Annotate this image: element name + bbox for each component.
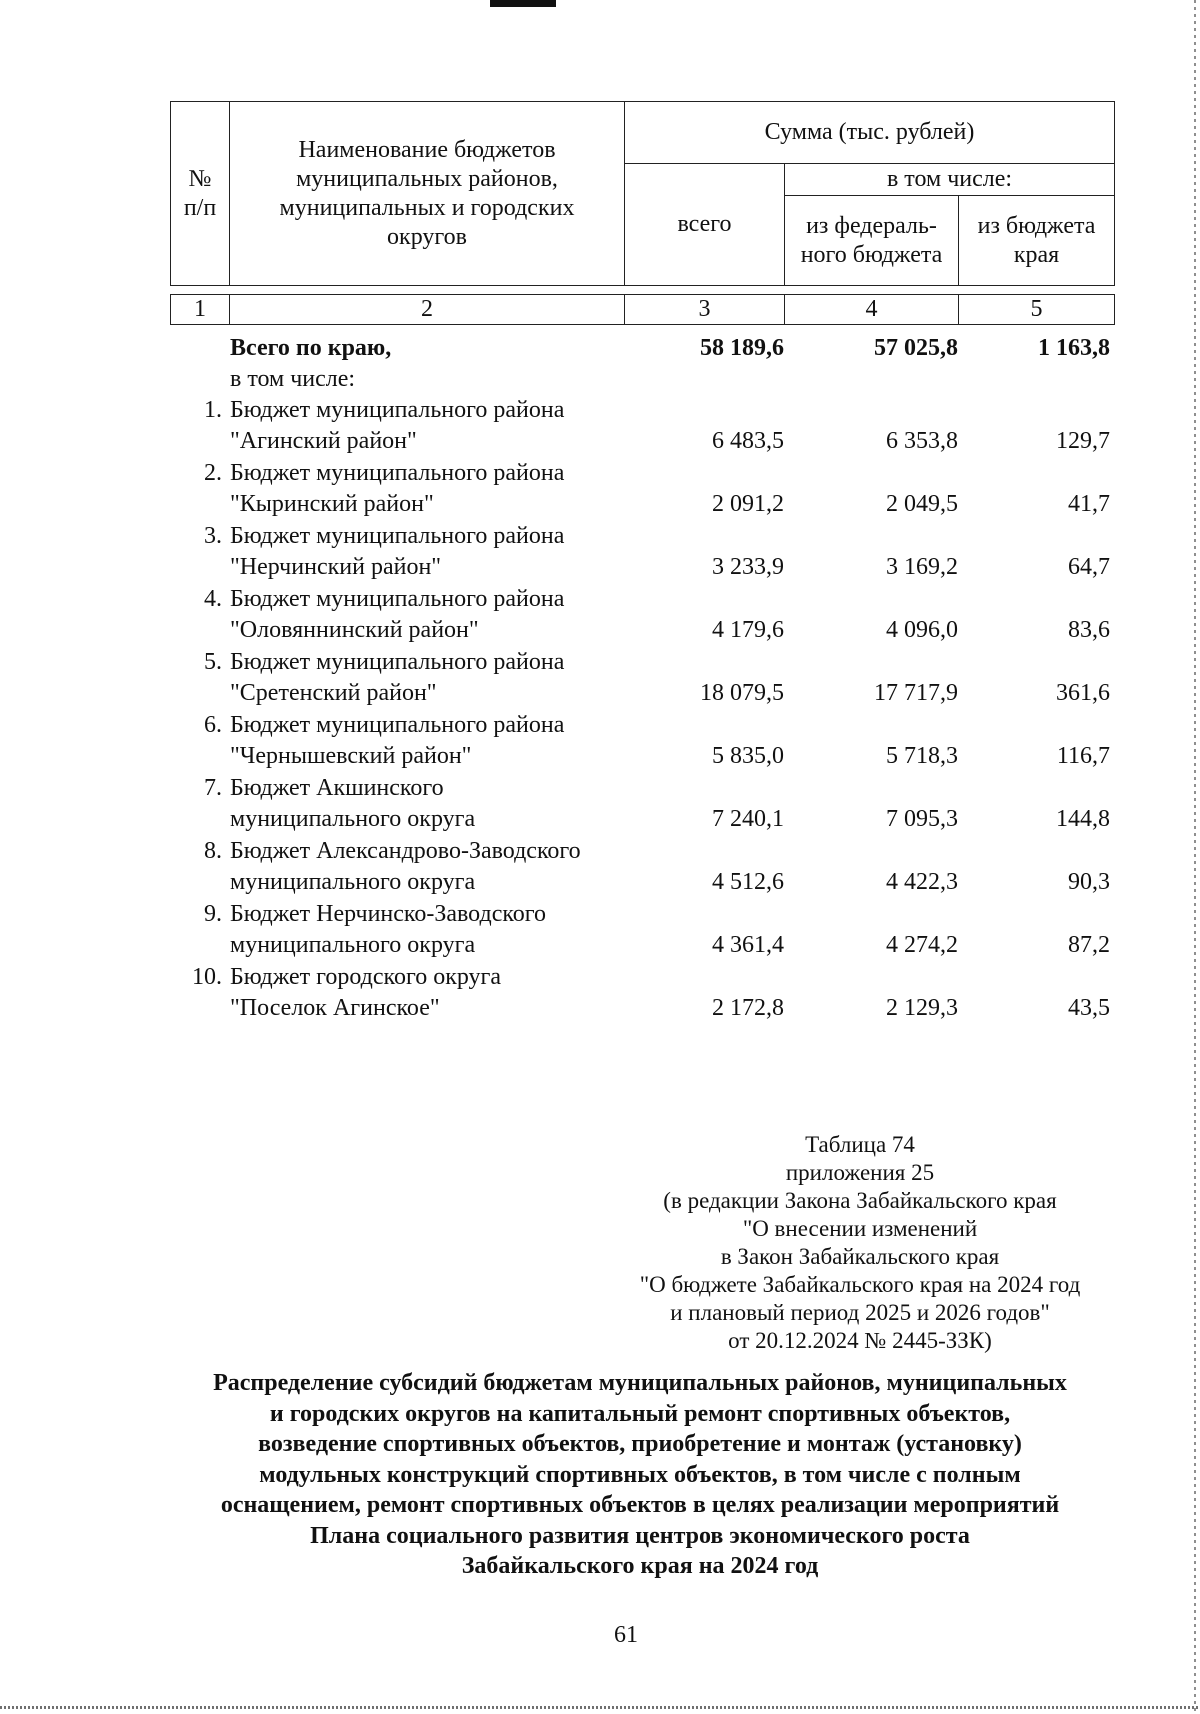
row-name-line1: Бюджет муниципального района — [230, 523, 565, 549]
column-number: 4 — [785, 295, 959, 325]
row-name-line2: "Агинский район" — [230, 428, 417, 454]
summary-total: 58 189,6 — [700, 335, 784, 361]
row-regional: 129,7 — [1056, 428, 1110, 454]
annotation-line: и плановый период 2025 и 2026 годов" — [670, 1300, 1050, 1325]
annotation-line: "О бюджете Забайкальского края на 2024 год — [639, 1272, 1081, 1297]
row-regional: 43,5 — [1068, 995, 1110, 1021]
row-total: 6 483,5 — [712, 428, 784, 454]
row-federal: 6 353,8 — [886, 428, 958, 454]
row-total: 3 233,9 — [712, 554, 784, 580]
row-name-line1: Бюджет муниципального района — [230, 460, 565, 486]
table-row — [170, 962, 1114, 1024]
header-total-col: всего — [625, 164, 785, 286]
row-federal: 4 274,2 — [886, 932, 958, 958]
row-federal: 4 096,0 — [886, 617, 958, 643]
row-regional: 361,6 — [1056, 680, 1110, 706]
row-federal: 7 095,3 — [886, 806, 958, 832]
column-number: 3 — [625, 295, 785, 325]
row-name-line1: Бюджет Акшинского — [230, 775, 444, 801]
annotation-line: от 20.12.2024 № 2445-ЗЗК) — [728, 1328, 992, 1353]
row-regional: 90,3 — [1068, 869, 1110, 895]
table-row — [170, 710, 1114, 772]
header-sum-col: Сумма (тыс. рублей) — [625, 102, 1115, 164]
title-line: Плана социального развития центров экономического роста — [310, 1522, 970, 1549]
table-row — [170, 395, 1114, 457]
row-regional: 64,7 — [1068, 554, 1110, 580]
column-number: 2 — [230, 295, 625, 325]
table-row — [170, 899, 1114, 961]
scan-mark — [490, 0, 556, 7]
row-name-line2: "Поселок Агинское" — [230, 995, 440, 1021]
annotation-line: приложения 25 — [785, 1160, 935, 1185]
row-name-line2: "Оловяннинский район" — [230, 617, 479, 643]
row-total: 2 091,2 — [712, 491, 784, 517]
row-name-line2: "Кыринский район" — [230, 491, 434, 517]
row-total: 4 361,4 — [712, 932, 784, 958]
row-regional: 144,8 — [1056, 806, 1110, 832]
row-name-line1: Бюджет Александрово-Заводского — [230, 838, 581, 864]
row-number: 3. — [204, 523, 222, 549]
row-number: 1. — [204, 397, 222, 423]
row-total: 7 240,1 — [712, 806, 784, 832]
page-number: 61 — [614, 1622, 638, 1648]
row-federal: 17 717,9 — [874, 680, 958, 706]
summary-row — [170, 333, 1114, 364]
table-row — [170, 521, 1114, 583]
row-total: 5 835,0 — [712, 743, 784, 769]
row-number: 7. — [204, 775, 222, 801]
row-number: 8. — [204, 838, 222, 864]
table-row — [170, 647, 1114, 709]
row-name-line2: "Чернышевский район" — [230, 743, 472, 769]
row-name-line1: Бюджет муниципального района — [230, 649, 565, 675]
row-regional: 41,7 — [1068, 491, 1110, 517]
row-federal: 2 129,3 — [886, 995, 958, 1021]
row-number: 4. — [204, 586, 222, 612]
row-name-line1: Бюджет Нерчинско-Заводского — [230, 901, 547, 927]
including-label: в том числе: — [230, 366, 356, 392]
row-total: 4 512,6 — [712, 869, 784, 895]
row-name-line2: муниципального округа — [230, 869, 476, 895]
document-title — [160, 1368, 1120, 1582]
row-federal: 5 718,3 — [886, 743, 958, 769]
row-name-line1: Бюджет муниципального района — [230, 586, 565, 612]
title-line: модульных конструкций спортивных объектов, в том числе с полным — [259, 1461, 1021, 1488]
table-body — [170, 333, 1114, 1025]
title-line: оснащением, ремонт спортивных объектов в целях реализации мероприятий — [220, 1492, 1060, 1518]
summary-federal: 57 025,8 — [874, 335, 958, 361]
scan-border-bottom — [0, 1706, 1200, 1709]
row-name-line1: Бюджет муниципального района — [230, 712, 565, 738]
row-federal: 3 169,2 — [886, 554, 958, 580]
row-number: 10. — [192, 964, 222, 990]
row-name-line2: муниципального округа — [230, 932, 476, 958]
title-line: и городских округов на капитальный ремонт спортивных объектов, — [269, 1400, 1011, 1427]
row-name-line2: муниципального округа — [230, 806, 476, 832]
column-number: 5 — [959, 295, 1115, 325]
table-row — [170, 584, 1114, 646]
title-line: Распределение субсидий бюджетам муниципальных районов, муниципальных — [213, 1370, 1067, 1396]
row-regional: 83,6 — [1068, 617, 1110, 643]
including-row — [170, 364, 1114, 395]
annotation-line: Таблица 74 — [805, 1132, 915, 1157]
row-federal: 2 049,5 — [886, 491, 958, 517]
row-regional: 87,2 — [1068, 932, 1110, 958]
summary-regional: 1 163,8 — [1038, 335, 1110, 361]
row-total: 4 179,6 — [712, 617, 784, 643]
table-annotation — [620, 1131, 1100, 1355]
header-federal-col: из федераль- ного бюджета — [785, 196, 959, 286]
table-header — [170, 101, 1115, 286]
annotation-line: "О внесении изменений — [742, 1216, 978, 1241]
row-name-line2: "Сретенский район" — [230, 680, 437, 706]
row-regional: 116,7 — [1056, 743, 1110, 769]
row-name-line2: "Нерчинский район" — [230, 554, 442, 580]
row-name-line1: Бюджет городского округа — [230, 964, 502, 990]
row-number: 6. — [204, 712, 222, 738]
title-line: возведение спортивных объектов, приобретение и монтаж (установку) — [258, 1431, 1022, 1457]
header-name-col: Наименование бюджетов муниципальных районов, муниципальных и городских округов — [230, 102, 625, 286]
row-name-line1: Бюджет муниципального района — [230, 397, 565, 423]
header-num-col: № п/п — [171, 102, 230, 286]
table-row — [170, 836, 1114, 898]
annotation-line: (в редакции Закона Забайкальского края — [663, 1188, 1057, 1213]
summary-label: Всего по краю, — [230, 335, 392, 361]
column-number: 1 — [171, 295, 230, 325]
row-number: 9. — [204, 901, 222, 927]
row-total: 18 079,5 — [700, 680, 784, 706]
title-line: Забайкальского края на 2024 год — [461, 1553, 819, 1579]
annotation-line: в Закон Забайкальского края — [720, 1244, 1000, 1269]
header-including: в том числе: — [785, 164, 1115, 196]
row-number: 2. — [204, 460, 222, 486]
header-regional-col: из бюджета края — [959, 196, 1115, 286]
table-row — [170, 773, 1114, 835]
row-federal: 4 422,3 — [886, 869, 958, 895]
rows-container — [170, 395, 1114, 1024]
table-row — [170, 458, 1114, 520]
row-total: 2 172,8 — [712, 995, 784, 1021]
column-numbers-row — [170, 294, 1115, 325]
scan-border-right — [1194, 0, 1196, 1714]
row-number: 5. — [204, 649, 222, 675]
